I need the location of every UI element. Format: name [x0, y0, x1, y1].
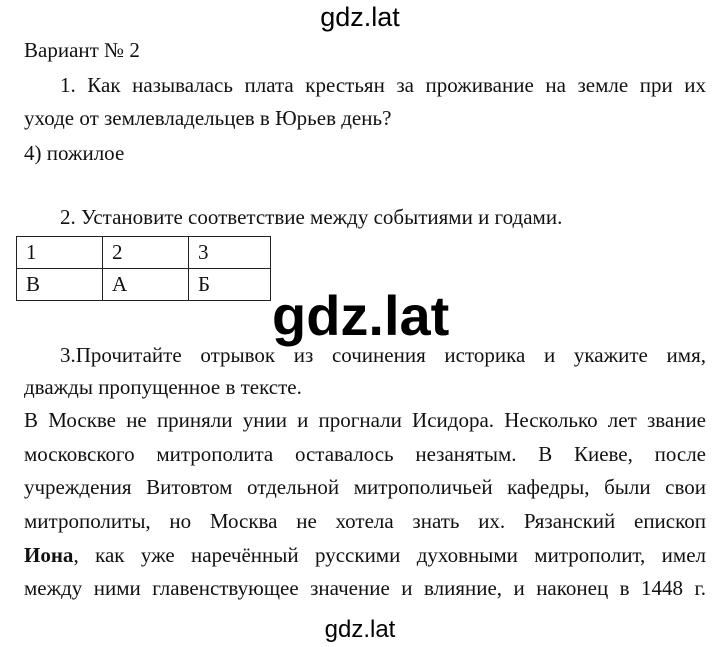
passage-line: В Москве не приняли унии и прогнали Исидора. Несколько лет звание — [24, 408, 706, 432]
answer-table — [16, 236, 271, 301]
passage-line: московского митрополита оставалось незанятым. В Киеве, после — [24, 442, 706, 466]
bold-name: Иона — [24, 543, 74, 567]
question-3-line-2: дважды пропущенное в тексте. — [24, 375, 302, 399]
question-1-line-1: 1. Как называлась плата крестьян за проживание на земле при их — [60, 73, 706, 97]
table-cell: Б — [189, 269, 271, 301]
table-cell: 1 — [17, 237, 103, 269]
question-2-text: 2. Установите соответствие между событиями и годами. — [60, 205, 563, 229]
question-1-answer: 4) пожилое — [24, 141, 125, 165]
watermark-top: gdz.lat — [320, 2, 400, 32]
passage-line-rest: , как уже наречённый русскими духовными митрополит, имел — [73, 543, 706, 567]
table-row — [17, 237, 271, 269]
passage-line: учреждения Витовтом отдельной митрополичьей кафедры, были свои — [24, 475, 706, 499]
table-cell: 3 — [189, 237, 271, 269]
table-cell: А — [103, 269, 189, 301]
variant-heading: Вариант № 2 — [24, 38, 140, 62]
table-cell: 2 — [103, 237, 189, 269]
watermark-bottom: gdz.lat — [324, 616, 396, 643]
passage-line: митрополиты, но Москва не хотела знать их. Рязанский епископ — [24, 509, 706, 533]
passage-line: между ними главенствующее значение и влияние, и наконец в 1448 г. — [24, 576, 706, 600]
question-3-line-1: 3.Прочитайте отрывок из сочинения историка и укажите имя, — [60, 343, 706, 367]
passage-line-with-name — [24, 545, 706, 566]
table-row — [17, 269, 271, 301]
watermark-middle: gdz.lat — [272, 284, 450, 347]
table-cell: В — [17, 269, 103, 301]
question-1-line-2: уходе от землевладельцев в Юрьев день? — [24, 106, 392, 130]
